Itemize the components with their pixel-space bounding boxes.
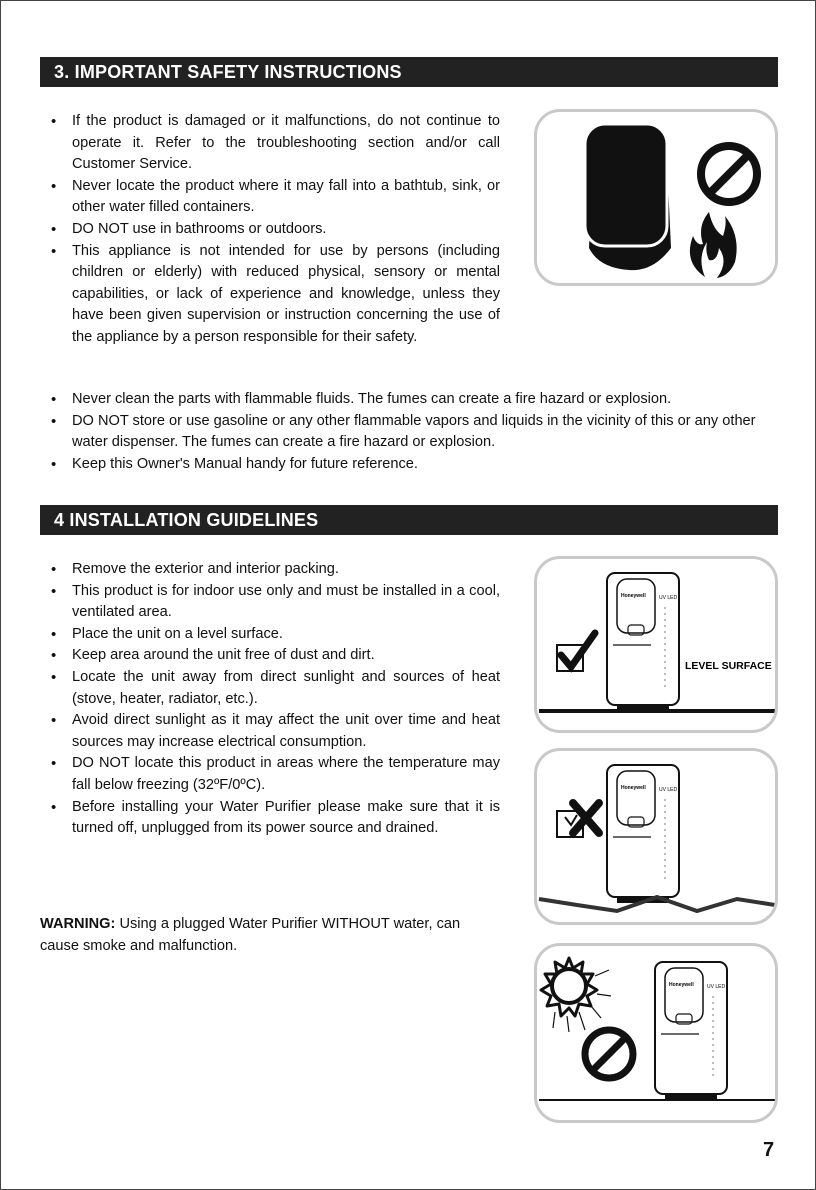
install-item-7: • DO NOT locate this product in areas where the temperature may fall below freezing (32ºF/0ºC). [40,753,500,796]
uneven-surface-illustration [534,748,778,925]
water-purifier-icon [655,962,727,1100]
uneven-floor-line [539,897,775,911]
svg-text:Honeywell: Honeywell [621,785,646,791]
prohibited-icon [585,1030,633,1078]
x-mark-icon [557,803,599,837]
svg-text:Honeywell: Honeywell [669,982,694,988]
safety-item-3: • DO NOT use in bathrooms or outdoors. [40,219,500,241]
install-item-8: • Before installing your Water Purifier please make sure that it is turned off, unplugged from its power source and drained. [40,797,500,840]
section-4-heading: 4 INSTALLATION GUIDELINES [40,505,778,535]
level-surface-illustration [534,556,778,733]
safety-list-wide [40,389,778,475]
water-purifier-icon [607,573,679,711]
safety-item-7: • Keep this Owner's Manual handy for future reference. [40,454,778,476]
no-sunlight-illustration [534,943,778,1123]
sun-icon [541,958,611,1032]
safety-item-5: • Never clean the parts with flammable fluids. The fumes can create a fire hazard or explosion. [40,389,778,411]
install-item-5: • Locate the unit away from direct sunlight and sources of heat (stove, heater, radiator, etc.). [40,667,500,710]
install-item-3: • Place the unit on a level surface. [40,624,500,646]
install-item-4: • Keep area around the unit free of dust and dirt. [40,645,500,667]
checkmark-icon [557,633,595,671]
safety-item-6: • DO NOT store or use gasoline or any other flammable vapors and liquids in the vicinity of this or any other water dispenser. The fumes can create a fire hazard or explosion. [40,411,778,454]
page-number: 7 [763,1139,775,1161]
level-surface-label: LEVEL SURFACE [685,660,772,672]
installation-list [40,559,500,840]
install-item-1: • Remove the exterior and interior packing. [40,559,500,581]
no-flammable-illustration [534,109,778,286]
safety-list-narrow [40,111,500,349]
install-item-6: • Avoid direct sunlight as it may affect the unit over time and heat sources may increase electrical consumption. [40,710,500,753]
svg-text:UV LED: UV LED [659,595,678,601]
install-item-2: • This product is for indoor use only and must be installed in a cool, ventilated area. [40,581,500,624]
warning-label: WARNING: [40,916,116,932]
svg-text:UV LED: UV LED [707,984,726,990]
warning-note [40,914,500,957]
svg-text:UV LED: UV LED [659,787,678,793]
safety-item-4: • This appliance is not intended for use by persons (including children or elderly) with reduced physical, sensory or mental capabilities, or lack of experience and knowledge, unless they have been given supervision or instruction concerning the use of the appliance by a person responsible for their safety. [40,241,500,349]
section-3-heading: 3. IMPORTANT SAFETY INSTRUCTIONS [40,57,778,87]
water-tank-icon [585,124,671,270]
water-purifier-icon [607,765,679,903]
safety-item-1: • If the product is damaged or it malfunctions, do not continue to operate it. Refer to the troubleshooting section and/or call Customer Service. [40,111,500,176]
safety-item-2: • Never locate the product where it may fall into a bathtub, sink, or other water filled containers. [40,176,500,219]
prohibited-icon [701,146,757,202]
svg-text:Honeywell: Honeywell [621,593,646,599]
warning-text: Using a plugged Water Purifier WITHOUT water, can cause smoke and malfunction. [40,916,461,954]
flame-icon [690,212,737,278]
